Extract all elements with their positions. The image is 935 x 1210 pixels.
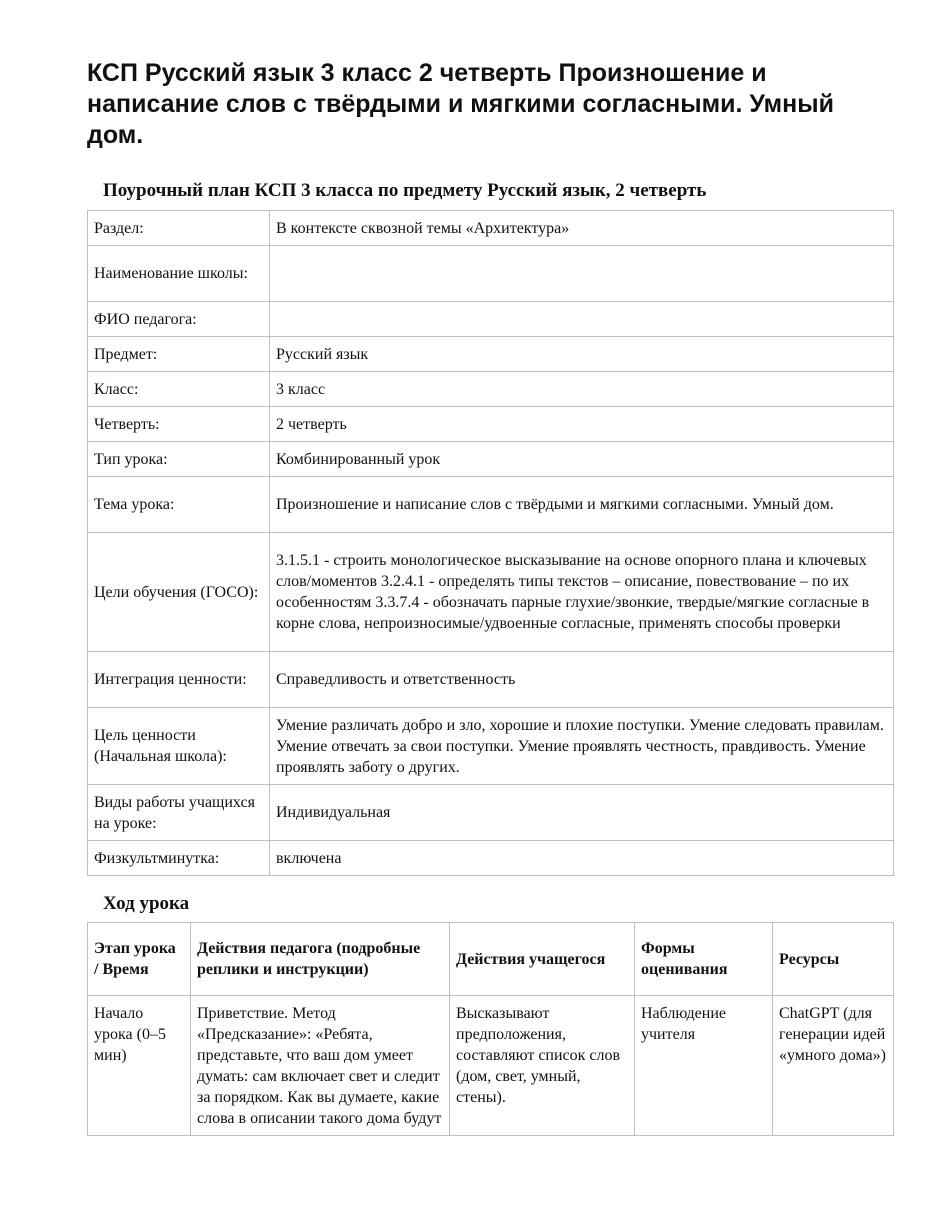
teacher-actions-cell: Приветствие. Метод «Предсказание»: «Ребята, представьте, что ваш дом умеет думать: сам включает свет и следит за порядком. Как вы думаете, какие слова в описании такого дома будут	[191, 996, 450, 1136]
table-row	[88, 841, 894, 876]
row-value: 2 четверть	[270, 407, 894, 442]
row-label: Раздел:	[88, 211, 270, 246]
row-label: Четверть:	[88, 407, 270, 442]
header-teacher-actions: Действия педагога (подробные реплики и инструкции)	[191, 923, 450, 996]
row-label: Цели обучения (ГОСО):	[88, 533, 270, 652]
row-value: Произношение и написание слов с твёрдыми и мягкими согласными. Умный дом.	[270, 477, 894, 533]
page-title: КСП Русский язык 3 класс 2 четверть Произношение и написание слов с твёрдыми и мягкими согласными. Умный дом.	[87, 59, 834, 149]
assessment-cell: Наблюдение учителя	[635, 996, 773, 1136]
row-value: 3.1.5.1 - строить монологическое высказывание на основе опорного плана и ключевых слов/моментов 3.2.4.1 - определять типы текстов – описание, повествование – по их особенностям 3.3.7.4 - обозначать парные глухие/звонкие, твердые/мягкие согласные в корне слова, непроизносимые/удвоенные согласные, применять способы проверки	[270, 533, 894, 652]
plan-heading: Поурочный план КСП 3 класса по предмету Русский язык, 2 четверть	[103, 180, 707, 201]
row-label: Предмет:	[88, 337, 270, 372]
row-label: Тема урока:	[88, 477, 270, 533]
table-row	[88, 477, 894, 533]
row-value: включена	[270, 841, 894, 876]
row-value: Справедливость и ответственность	[270, 652, 894, 708]
table-row	[88, 996, 894, 1136]
row-label: Класс:	[88, 372, 270, 407]
row-label: Наименование школы:	[88, 246, 270, 302]
lesson-course-table	[87, 922, 894, 1136]
row-label: ФИО педагога:	[88, 302, 270, 337]
student-actions-cell: Высказывают предположения, составляют список слов (дом, свет, умный, стены).	[450, 996, 635, 1136]
row-label: Тип урока:	[88, 442, 270, 477]
table-row	[88, 337, 894, 372]
course-heading: Ход урока	[103, 893, 190, 914]
header-assessment: Формы оценивания	[635, 923, 773, 996]
table-row	[88, 211, 894, 246]
table-row	[88, 785, 894, 841]
header-stage: Этап урока / Время	[88, 923, 191, 996]
table-row	[88, 372, 894, 407]
table-header-row	[88, 923, 894, 996]
header-resources: Ресурсы	[773, 923, 894, 996]
header-student-actions: Действия учащегося	[450, 923, 635, 996]
table-row	[88, 407, 894, 442]
row-label: Виды работы учащихся на уроке:	[88, 785, 270, 841]
resources-cell: ChatGPT (для генерации идей «умного дома»)	[773, 996, 894, 1136]
row-value: Комбинированный урок	[270, 442, 894, 477]
row-value: 3 класс	[270, 372, 894, 407]
table-row	[88, 708, 894, 785]
table-row	[88, 652, 894, 708]
row-value: Индивидуальная	[270, 785, 894, 841]
row-value: В контексте сквозной темы «Архитектура»	[270, 211, 894, 246]
row-label: Цель ценности (Начальная школа):	[88, 708, 270, 785]
row-value	[270, 246, 894, 302]
row-value: Умение различать добро и зло, хорошие и плохие поступки. Умение следовать правилам. Умение отвечать за свои поступки. Умение проявлять честность, правдивость. Умение проявлять заботу о других.	[270, 708, 894, 785]
lesson-info-table	[87, 210, 894, 876]
row-label: Интеграция ценности:	[88, 652, 270, 708]
stage-cell: Начало урока (0–5 мин)	[88, 996, 191, 1136]
table-row	[88, 442, 894, 477]
row-value: Русский язык	[270, 337, 894, 372]
row-label: Физкультминутка:	[88, 841, 270, 876]
row-value	[270, 302, 894, 337]
table-row	[88, 533, 894, 652]
table-row	[88, 246, 894, 302]
table-row	[88, 302, 894, 337]
